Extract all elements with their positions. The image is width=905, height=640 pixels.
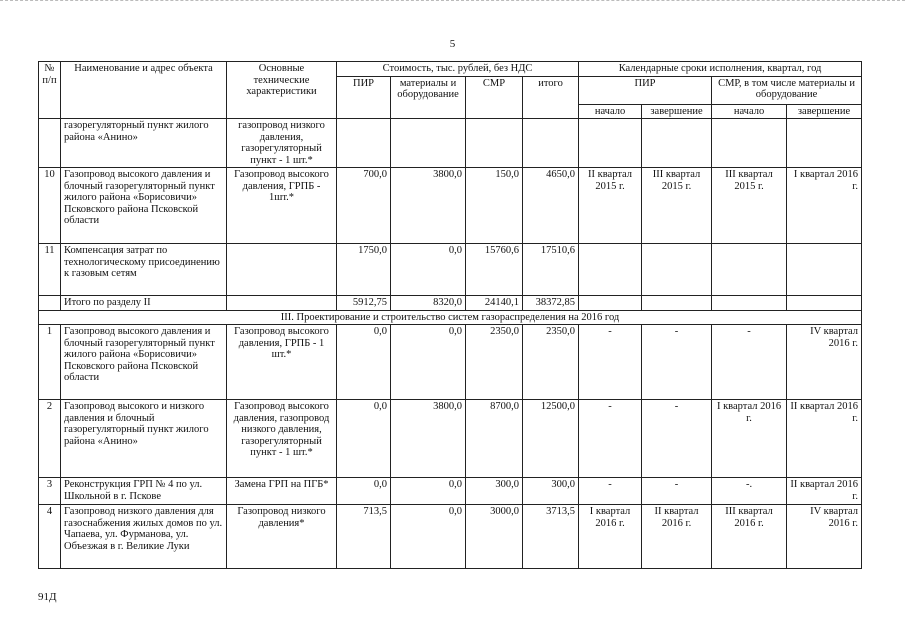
row-smr-end xyxy=(787,296,862,311)
row-total: 38372,85 xyxy=(523,296,579,311)
row-materials: 0,0 xyxy=(391,505,466,569)
row-tech: газопровод низкого давления, газорегуляторный пункт - 1 шт.* xyxy=(227,119,337,168)
row-pir-end: - xyxy=(642,478,712,505)
row-total: 4650,0 xyxy=(523,168,579,244)
row-pir: 5912,75 xyxy=(337,296,391,311)
row-pir-start xyxy=(579,119,642,168)
row-materials xyxy=(391,119,466,168)
header-pir-end: завершение xyxy=(642,104,712,119)
table-row xyxy=(39,505,862,569)
row-name: Реконструкция ГРП № 4 по ул. Школьной в г. Пскове xyxy=(61,478,227,505)
row-smr-start: -. xyxy=(712,478,787,505)
row-tech xyxy=(227,296,337,311)
row-name: Газопровод высокого давления и блочный газорегуляторный пункт жилого района «Борисовичи» Псковского района Псковской области xyxy=(61,325,227,400)
row-smr: 8700,0 xyxy=(466,400,523,478)
header-pir-start: начало xyxy=(579,104,642,119)
section-title: III. Проектирование и строительство систем газораспределения на 2016 год xyxy=(39,310,862,325)
budget-table xyxy=(38,61,862,569)
row-tech: Замена ГРП на ПГБ* xyxy=(227,478,337,505)
row-materials: 8320,0 xyxy=(391,296,466,311)
row-smr: 150,0 xyxy=(466,168,523,244)
row-total: 2350,0 xyxy=(523,325,579,400)
row-smr-end: II квартал 2016 г. xyxy=(787,478,862,505)
table-row xyxy=(39,325,862,400)
section-row xyxy=(39,310,862,325)
row-smr-start: I квартал 2016 г. xyxy=(712,400,787,478)
row-pir-end: II квартал 2016 г. xyxy=(642,505,712,569)
row-tech: Газопровод высокого давления, ГРПБ - 1 шт.* xyxy=(227,325,337,400)
header-tech: Основные технические характеристики xyxy=(227,62,337,119)
scan-edge xyxy=(0,0,905,9)
row-smr-end: II квартал 2016 г. xyxy=(787,400,862,478)
row-smr: 15760,6 xyxy=(466,244,523,296)
row-num: 11 xyxy=(39,244,61,296)
row-pir-start: - xyxy=(579,325,642,400)
row-materials: 0,0 xyxy=(391,325,466,400)
header-materials: материалы и оборудование xyxy=(391,76,466,119)
row-num: 2 xyxy=(39,400,61,478)
row-smr xyxy=(466,119,523,168)
row-pir-start xyxy=(579,296,642,311)
row-pir: 0,0 xyxy=(337,325,391,400)
row-pir-start xyxy=(579,244,642,296)
row-smr-start: III квартал 2015 г. xyxy=(712,168,787,244)
row-smr: 3000,0 xyxy=(466,505,523,569)
row-smr: 2350,0 xyxy=(466,325,523,400)
row-pir: 700,0 xyxy=(337,168,391,244)
table-row xyxy=(39,400,862,478)
row-smr-end: IV квартал 2016 г. xyxy=(787,325,862,400)
header-pir: ПИР xyxy=(337,76,391,119)
table-row xyxy=(39,168,862,244)
row-smr-start: - xyxy=(712,325,787,400)
row-materials: 3800,0 xyxy=(391,400,466,478)
header-total: итого xyxy=(523,76,579,119)
row-name: Компенсация затрат по технологическому присоединению к газовым сетям xyxy=(61,244,227,296)
table-row xyxy=(39,478,862,505)
header-schedule-pir: ПИР xyxy=(579,76,712,104)
row-materials: 0,0 xyxy=(391,478,466,505)
row-smr-start: III квартал 2016 г. xyxy=(712,505,787,569)
row-smr: 24140,1 xyxy=(466,296,523,311)
row-pir-end xyxy=(642,244,712,296)
row-smr-end: IV квартал 2016 г. xyxy=(787,505,862,569)
row-smr-start xyxy=(712,296,787,311)
header-smr-start: начало xyxy=(712,104,787,119)
row-pir-end xyxy=(642,296,712,311)
row-total: 300,0 xyxy=(523,478,579,505)
row-total: 12500,0 xyxy=(523,400,579,478)
row-name: газорегуляторный пункт жилого района «Анино» xyxy=(61,119,227,168)
row-num: 1 xyxy=(39,325,61,400)
row-smr-start xyxy=(712,119,787,168)
row-pir-start: II квартал 2015 г. xyxy=(579,168,642,244)
row-pir-end: - xyxy=(642,400,712,478)
row-tech: Газопровод низкого давления* xyxy=(227,505,337,569)
row-pir xyxy=(337,119,391,168)
row-name: Итого по разделу II xyxy=(61,296,227,311)
table-row xyxy=(39,244,862,296)
row-pir: 713,5 xyxy=(337,505,391,569)
header-schedule-group: Календарные сроки исполнения, квартал, год xyxy=(579,62,862,77)
row-num xyxy=(39,119,61,168)
row-smr-end xyxy=(787,244,862,296)
row-pir: 0,0 xyxy=(337,400,391,478)
table-body xyxy=(39,119,862,569)
row-name: Газопровод низкого давления для газоснабжения жилых домов по ул. Чапаева, ул. Фурманова, ул. Объезжая в г. Великие Луки xyxy=(61,505,227,569)
row-total: 3713,5 xyxy=(523,505,579,569)
row-tech: Газопровод высокого давления, ГРПБ - 1шт.* xyxy=(227,168,337,244)
row-total: 17510,6 xyxy=(523,244,579,296)
row-tech xyxy=(227,244,337,296)
header-schedule-smr: СМР, в том числе материалы и оборудование xyxy=(712,76,862,104)
row-pir: 0,0 xyxy=(337,478,391,505)
row-smr-end xyxy=(787,119,862,168)
row-pir: 1750,0 xyxy=(337,244,391,296)
row-pir-start: - xyxy=(579,400,642,478)
row-tech: Газопровод высокого давления, газопровод низкого давления, газорегуляторный пункт - 1 шт.* xyxy=(227,400,337,478)
row-pir-end xyxy=(642,119,712,168)
row-smr-end: I квартал 2016 г. xyxy=(787,168,862,244)
footer-code: 91Д xyxy=(38,591,57,603)
header-cost-group: Стоимость, тыс. рублей, без НДС xyxy=(337,62,579,77)
header-smr: СМР xyxy=(466,76,523,119)
row-smr: 300,0 xyxy=(466,478,523,505)
table-header xyxy=(39,62,862,119)
table-row xyxy=(39,119,862,168)
row-materials: 0,0 xyxy=(391,244,466,296)
row-pir-start: I квартал 2016 г. xyxy=(579,505,642,569)
header-smr-end: завершение xyxy=(787,104,862,119)
row-num: 10 xyxy=(39,168,61,244)
page-number: 5 xyxy=(449,38,456,50)
row-pir-end: - xyxy=(642,325,712,400)
row-num: 3 xyxy=(39,478,61,505)
row-pir-start: - xyxy=(579,478,642,505)
row-materials: 3800,0 xyxy=(391,168,466,244)
header-num: № п/п xyxy=(39,62,61,119)
row-name: Газопровод высокого и низкого давления и блочный газорегуляторный пункт жилого района «Анино» xyxy=(61,400,227,478)
row-num xyxy=(39,296,61,311)
subtotal-row xyxy=(39,296,862,311)
row-total xyxy=(523,119,579,168)
row-smr-start xyxy=(712,244,787,296)
row-num: 4 xyxy=(39,505,61,569)
row-name: Газопровод высокого давления и блочный газорегуляторный пункт жилого района «Борисовичи» Псковского района Псковской области xyxy=(61,168,227,244)
header-name: Наименование и адрес объекта xyxy=(61,62,227,119)
row-pir-end: III квартал 2015 г. xyxy=(642,168,712,244)
